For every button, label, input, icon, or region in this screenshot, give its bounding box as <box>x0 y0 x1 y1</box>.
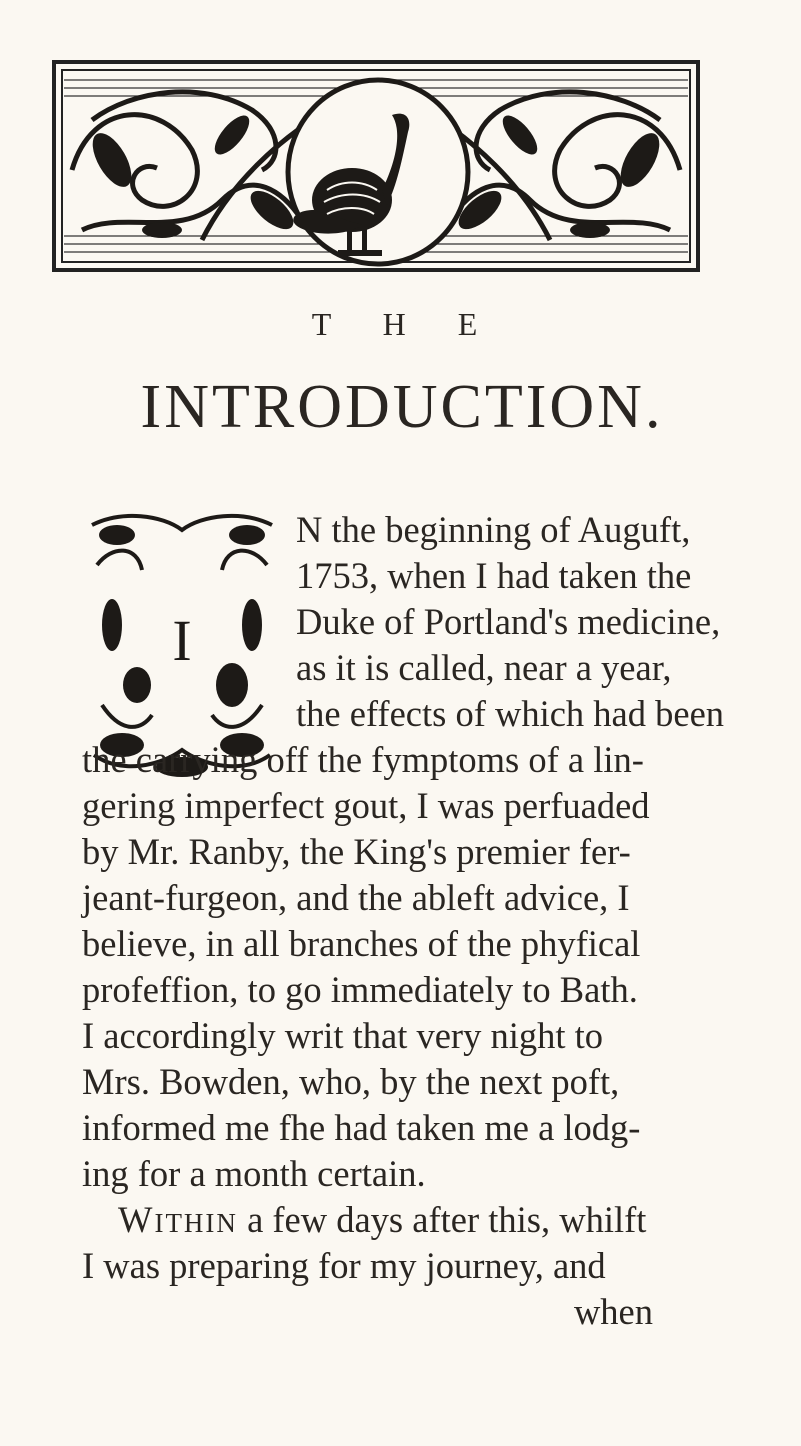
small-caps-within <box>118 1199 238 1240</box>
text-line-12: I accordingly writ that very night to <box>82 1015 603 1056</box>
text-line-15: ing for a month certain. <box>82 1153 426 1194</box>
text-line-5: the effects of which had been <box>296 693 725 734</box>
woodcut-headpiece-ornament <box>52 60 700 272</box>
text-line-7: gering imperfect gout, I was perfuaded <box>82 785 650 826</box>
within-rest: ITHIN <box>154 1208 238 1238</box>
drop-cap-letter: I <box>172 608 192 673</box>
text-line-10: believe, in all branches of the phyfical <box>82 923 641 964</box>
text-line-9: jeant-furgeon, and the ableft advice, I <box>82 877 630 918</box>
catchword: when <box>573 1291 653 1332</box>
heading-the: T H E <box>311 306 500 342</box>
text-line-14: informed me fhe had taken me a lodg- <box>82 1107 641 1148</box>
text-line-1: N the beginning of Auguft, <box>296 509 691 550</box>
text-line-3: Duke of Portland's medicine, <box>296 601 721 642</box>
text-line-2: 1753, when I had taken the <box>296 555 692 596</box>
page-title: INTRODUCTION. <box>140 373 664 441</box>
text-line-6: the carrying off the fymptoms of a lin- <box>82 739 644 780</box>
within-initial: W <box>118 1199 155 1240</box>
text-line-11: profeffion, to go immediately to Bath. <box>82 969 638 1010</box>
text-line-8: by Mr. Ranby, the King's premier fer- <box>82 831 631 872</box>
text-line-17: I was preparing for my journey, and <box>82 1245 606 1286</box>
text-line-16 <box>118 1200 646 1243</box>
within-line-text: a few days after this, whilft <box>247 1199 647 1240</box>
text-line-4: as it is called, near a year, <box>296 647 672 688</box>
text-line-13: Mrs. Bowden, who, by the next poft, <box>82 1061 620 1102</box>
